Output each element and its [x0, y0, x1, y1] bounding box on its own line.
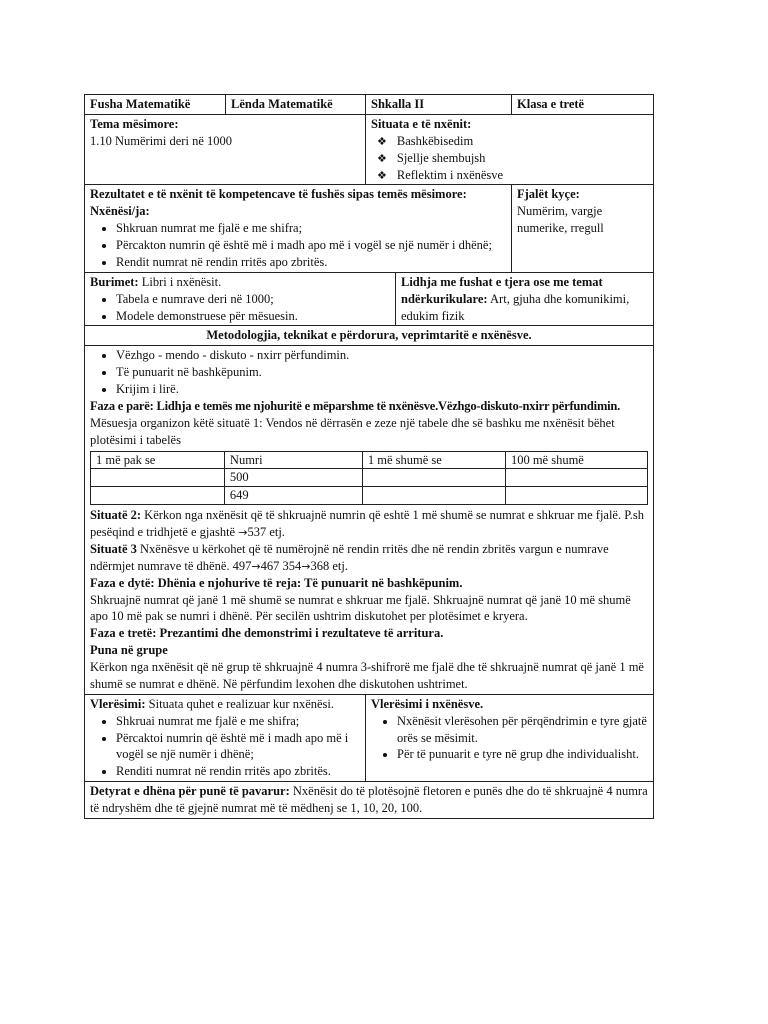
table-header-cell: 1 më pak se — [91, 451, 225, 469]
detyrat-label: Detyrat e dhëna për punë të pavarur: — [90, 784, 290, 799]
fusha-cell: Fusha Matematikë — [85, 95, 226, 115]
table-cell — [505, 469, 647, 487]
metodologjia-row — [85, 346, 654, 695]
table-header-cell: 100 më shumë — [505, 451, 647, 469]
faza3-title: Faza e tretë: Prezantimi dhe demonstrimi i rezultateve të arritura. — [90, 626, 444, 641]
tema-row — [85, 114, 654, 185]
tema-label: Tema mësimore: — [90, 116, 179, 131]
burimet-list — [90, 291, 390, 325]
tema-value: 1.10 Numërimi deri në 1000 — [90, 133, 232, 148]
arrow-right-icon: → — [251, 559, 261, 573]
sit2-tail: 537 etj. — [247, 525, 285, 539]
situata3-paragraph — [90, 541, 648, 575]
table-cell: 500 — [224, 469, 362, 487]
sit3-text: Nxënësve u kërkohet që të numërojnë në rendin rritës dhe në rendin zbritës vargun e numrave ndërmjet numrave të dhënë. 497 — [90, 541, 609, 573]
list-item: • Krijim i lirë. — [116, 381, 648, 398]
lidhja-value: Art, gjuha dhe komunikimi, edukim fizik — [401, 291, 630, 323]
table-cell — [91, 487, 225, 505]
table-cell: 649 — [224, 487, 362, 505]
sit2-label: Situatë 2: — [90, 508, 142, 523]
vleresimi-nx-label: Vlerësimi i nxënësve. — [371, 696, 484, 711]
faza1-title: Faza e parë: Lidhja e temës me njohuritë e mëparshme të nxënësve.Vëzhgo-diskuto-nxirr përfundimin. — [90, 398, 621, 413]
faza1-text: Mësuesja organizon këtë situatë 1: Vendos në dërrasën e zeze një tabele dhe së bashku me nxënësit bëhet plotësimi i tabelës — [90, 415, 615, 447]
situata-list — [371, 133, 648, 184]
lesson-plan-table — [84, 94, 654, 819]
klasa-cell: Klasa e tretë — [512, 95, 654, 115]
arrow-right-icon: → — [238, 526, 248, 539]
header-row — [85, 95, 654, 115]
list-item: ❖ Bashkëbisedim — [377, 133, 648, 150]
vleresimi-cell — [85, 694, 366, 781]
table-cell — [91, 469, 225, 487]
rezultatet-list — [90, 220, 506, 271]
metodologjia-heading-row — [85, 326, 654, 346]
vleresimi-label: Vlerësimi: — [90, 696, 146, 711]
sit2-text: Kërkon nga nxënësit që të shkruajnë numrin që eshtë 1 më shumë se numrat e shkruar me fjalë. P.sh pesëqind e tridhjetë e gjashtë — [90, 508, 645, 539]
list-item: • Modele demonstruese për mësuesin. — [116, 308, 390, 325]
vleresimi-list — [90, 713, 360, 781]
metodologjia-list — [90, 347, 648, 398]
puna-text: Kërkon nga nxënësit që në grup të shkruajnë 4 numra 3-shifrorë me fjalë dhe të shkruajnë numrat që janë 1 më shumë se numrat e dhënë. Në përfundim lexohen dhe diskutohen ushtrimet. — [90, 660, 644, 691]
table-cell — [362, 487, 505, 505]
burimet-cell — [85, 272, 396, 326]
tema-cell — [85, 114, 366, 185]
metodologjia-cell — [85, 346, 654, 695]
lesson-plan — [84, 94, 653, 819]
sit3-mid: 467 354 — [260, 558, 302, 573]
detyrat-value: Nxënësit do të plotësojnë fletoren e punës dhe do të shkruajnë 4 numra të ndryshëm dhe të gjejnë numrat më të mëdhenj se 1, 10, 20, 100. — [90, 784, 648, 815]
list-item: • Për të punuarit e tyre në grup dhe individualisht. — [397, 746, 648, 763]
exercise-table — [90, 451, 648, 506]
list-item: ❖ Reflektim i nxënësve — [377, 167, 648, 184]
lidhja-label: Lidhja me fushat e tjera ose me temat ndërkurikulare: — [401, 274, 603, 306]
situata2-paragraph — [90, 507, 648, 541]
vleresimi-value: Situata quhet e realizuar kur nxënësi. — [145, 696, 335, 711]
list-item: • Të punuarit në bashkëpunim. — [116, 364, 648, 381]
table-header-cell: 1 më shumë se — [362, 451, 505, 469]
table-cell — [505, 487, 647, 505]
list-item: • Përcakton numrin që është më i madh apo më i vogël se një numër i dhënë; — [116, 237, 506, 254]
vleresimi-row — [85, 694, 654, 781]
vleresimi-nx-list — [371, 713, 648, 764]
arrow-right-icon: → — [301, 559, 311, 573]
sit3-label: Situatë 3 — [90, 541, 137, 556]
shkalla-cell: Shkalla II — [366, 95, 512, 115]
faza2-text: Shkruajnë numrat që janë 1 më shumë se numrat e shkruar me fjalë. Shkruajnë numrat që janë 10 më shumë apo 10 më pak se numri i dhënë. Për secilën ushtrim diskutohet per plotësimet e kryera. — [90, 592, 631, 624]
lidhja-cell — [396, 272, 654, 326]
rezultatet-sub: Nxënësi/ja: — [90, 204, 150, 219]
rezultatet-cell — [85, 185, 512, 272]
detyrat-cell — [85, 782, 654, 819]
puna-title: Puna në grupe — [90, 643, 168, 658]
fjalet-label: Fjalët kyçe: — [517, 187, 580, 202]
faza2-title: Faza e dytë: Dhënia e njohurive të reja: Të punuarit në bashkëpunim. — [90, 575, 463, 590]
rezultatet-heading: Rezultatet e të nxënit të kompetencave të fushës sipas temës mësimore: — [90, 187, 467, 202]
situata-label: Situata e të nxënit: — [371, 116, 472, 131]
list-item: • Shkruai numrat me fjalë e me shifra; — [116, 713, 360, 730]
table-row — [91, 469, 648, 487]
fjalet-cell — [512, 185, 654, 272]
detyrat-row — [85, 782, 654, 819]
burimet-row — [85, 272, 654, 326]
list-item: • Tabela e numrave deri në 1000; — [116, 291, 390, 308]
fjalet-value: Numërim, vargje numerike, rregull — [517, 204, 604, 236]
burimet-label: Burimet: — [90, 274, 139, 289]
table-row — [91, 487, 648, 505]
metodologjia-heading: Metodologjia, teknikat e përdorura, veprimtaritë e nxënësve. — [85, 326, 654, 346]
lenda-cell: Lënda Matematikë — [226, 95, 366, 115]
table-cell — [362, 469, 505, 487]
burimet-value: Libri i nxënësit. — [138, 274, 222, 289]
list-item: • Përcaktoi numrin që është më i madh apo më i vogël se një numër i dhënë; — [116, 730, 360, 764]
list-item: • Vëzhgo - mendo - diskuto - nxirr përfundimin. — [116, 347, 648, 364]
list-item: • Shkruan numrat me fjalë e me shifra; — [116, 220, 506, 237]
list-item: • Nxënësit vlerësohen për përqëndrimin e tyre gjatë orës se mësimit. — [397, 713, 648, 747]
list-item: • Rendit numrat në rendin rritës apo zbritës. — [116, 254, 506, 271]
table-row — [91, 451, 648, 469]
rezultatet-row — [85, 185, 654, 272]
table-header-cell: Numri — [224, 451, 362, 469]
list-item: ❖ Sjellje shembujsh — [377, 150, 648, 167]
situata-cell — [366, 114, 654, 185]
list-item: • Renditi numrat në rendin rritës apo zbritës. — [116, 763, 360, 780]
vleresimi-nx-cell — [366, 694, 654, 781]
sit3-tail: 368 etj. — [310, 558, 348, 573]
